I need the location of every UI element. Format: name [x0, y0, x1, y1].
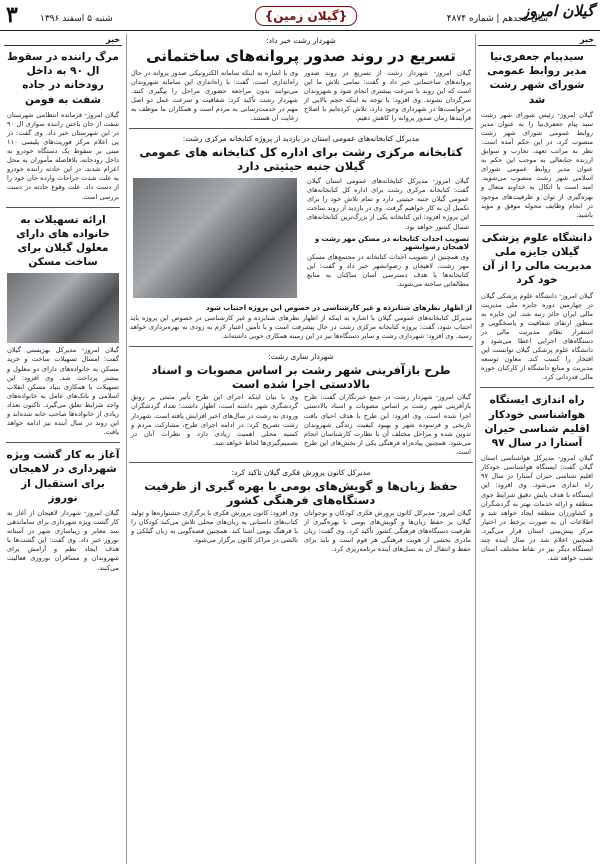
article-headline[interactable]: حفظ زبان‌ها و گویش‌های بومی با بهره گیری از ظرفیت دستگاه‌های فرهنگی کشور	[144, 479, 458, 507]
article-body: گیلان امروز- مدیرکل کتابخانه‌های عمومی استان گیلان گفت: کتابخانه مرکزی رشت برای اداره کل کتابخانه‌های عمومی گیلان جنبه حیثیتی دارد و تمام تلاش خود را برای تکمیل آن به کار خواهیم گرفت. وی در بازدید از روند ساخت این پروژه افزود: این کتابخانه یکی از بزرگ‌ترین کتابخانه‌های شمال کشور خواهد بود.	[307, 177, 469, 231]
page-number: ۳	[6, 2, 18, 28]
issue-date: شنبه ۵ اسفند ۱۳۹۶	[40, 14, 113, 24]
article-body: گیلان امروز- مدیرکل کانون پرورش فکری کودکان و نوجوانان گیلان بر حفظ زبان‌ها و گویش‌های بومی با بهره‌گیری از ظرفیت دستگاه‌های فرهنگی کشور تأکید کرد. وی گفت: زبان مادری بخشی از هویت فرهنگی هر قوم است و باید برای حفظ و انتقال آن به نسل‌های آینده برنامه‌ریزی کرد.	[304, 509, 471, 554]
article-body-columns	[131, 393, 471, 457]
article-body: گیلان امروز- شهردار رشت از تسریع در روند صدور پروانه‌های ساختمانی خبر داد و گفت: تمامی تلاش ما این است که این روند با سرعت بیشتری انجام شود و شهروندان سرگردان نشوند. وی افزود: با توجه به اینکه حجم بالایی از درخواست‌ها در شهرداری وجود دارد، تلاش کرده‌ایم با اصلاح فرآیندها زمان صدور پروانه را کاهش دهیم.	[304, 68, 471, 122]
page-header	[0, 0, 600, 31]
article-body: گیلان امروز- شهردار رشت در جمع خبرنگاران گفت: طرح بازآفرینی شهر رشت بر اساس مصوبات و اسناد بالادستی اجرا شده است. وی افزود: این طرح با هدف احیای بافت تاریخی و فرسوده شهر و بهبود کیفیت زندگی شهروندان تدوین شده و مراحل مختلف آن با نظارت کارشناسان انجام می‌شود. همچنین پیاده‌راه فرهنگی یکی از بخش‌های این طرح است.	[304, 393, 471, 456]
article-kicker: شهردار ساری رشت:	[268, 352, 334, 362]
divider	[6, 442, 120, 443]
photo-caption-heading: از اظهار نظرهای شتابزده و غیر کارشناسی در خصوص این پروژه اجتناب شود	[205, 304, 472, 313]
article-headline[interactable]: مرگ راننده در سقوط ال ۹۰ به داخل رودخانه در جاده شفت به فومن	[7, 51, 119, 106]
divider	[129, 346, 473, 347]
article-body: گیلان امروز- دانشگاه علوم پزشکی گیلان در چهارمین دوره جایزه ملی مدیریت مالی ایران حائز رتبه شد. این جایزه به منظور ارتقای شفافیت و پاسخگویی و استقرار نظام مدیریت مالی در دستگاه‌های اجرایی اعطا می‌شود و دانشگاه علوم پزشکی گیلان توانست این افتخار را کسب کند. معاون توسعه مدیریت و منابع دانشگاه از کارکنان حوزه مالی قدردانی کرد.	[481, 291, 593, 382]
article-headline[interactable]: آغاز به کار گشت ویژه شهرداری در لاهیجان برای استقبال از نوروز	[6, 449, 120, 504]
right-column	[478, 34, 596, 864]
article-headline[interactable]: راه اندازی ایستگاه هواشناسی خودکار اقلیم شناسی حیران آستارا در سال ۹۷	[484, 394, 590, 449]
divider	[480, 387, 594, 388]
left-column	[4, 34, 122, 864]
article-kicker: مدیرکل کانون پرورش فکری گیلان تاکید کرد:	[231, 468, 371, 477]
article-with-photo	[130, 175, 472, 301]
photo-block	[130, 175, 300, 301]
article-body: وی با بیان اینکه اجرای این طرح تأثیر مثبتی بر رونق گردشگری شهر داشته است، اظهار داشت: تعداد گردشگران ورودی به رشت در سال‌های اخیر افزایش یافته است. شهردار رشت تصریح کرد: در ادامه اجرای طرح، مشارکت مردم و کسبه محلی اهمیت زیادی دارد و نظرات آنان در تصمیم‌گیری‌ها لحاظ خواهد شد.	[131, 393, 298, 447]
article-subheading: تصویب احداث کتابخانه در مسکن مهر رشت و لاهیجان رضوانشهر	[314, 234, 469, 251]
divider	[129, 128, 473, 129]
issue-number: سال هجدهم | شماره ۴۸۷۴	[446, 14, 548, 24]
article-body-columns	[131, 509, 471, 554]
main-column	[126, 34, 476, 864]
article-body: گیلان امروز- شهردار لاهیجان از آغاز به کار گشت ویژه شهرداری برای ساماندهی سد معابر و زیباسازی شهر در آستانه نوروز خبر داد. وی گفت: این گشت‌ها با هدف ایجاد نظم و آرامش برای شهروندان و مسافران نوروزی فعالیت می‌کنند.	[7, 508, 119, 572]
article-text-block	[304, 175, 472, 301]
column-tag: خبر	[478, 34, 596, 46]
column-tag: خبر	[4, 34, 122, 46]
meeting-photo	[7, 273, 119, 343]
article-kicker: مدیرکل کتابخانه‌های عمومی استان در بازدید از پروژه کتابخانه مرکزی رشت:	[182, 134, 420, 144]
article-headline[interactable]: تسریع در روند صدور پروانه‌های ساختمانی	[146, 47, 456, 65]
article-body: مدیرکل کتابخانه‌های عمومی گیلان با اشاره به اینکه از اظهار نظرهای شتابزده و غیر کارشناسی در خصوص این پروژه باید اجتناب شود، گفت: پروژه کتابخانه مرکزی رشت در حال پیشرفت است و با تأمین اعتبار لازم به زودی به بهره‌برداری خواهد رسید. وی افزود: شهرداری رشت و سایر دستگاه‌ها نیز در این زمینه همکاری خوبی داشته‌اند.	[130, 314, 472, 341]
article-body-columns	[131, 69, 471, 124]
article-body: گیلان امروز- فرمانده انتظامی شهرستان شفت از جان باختن راننده سواری ال ۹۰ در این شهرستان خبر داد. وی گفت: در پی اعلام مرکز فوریت‌های پلیسی ۱۱۰ مبنی بر سقوط یک دستگاه خودرو به داخل رودخانه، بلافاصله مأموران به محل اعزام شدند. در این حادثه راننده خودرو به علت شدت جراحات وارده جان خود را از دست داد. علت وقوع حادثه در دست بررسی است.	[7, 110, 119, 201]
article-headline[interactable]: کتابخانه مرکزی رشت برای اداره کل کتابخانه های عمومی گیلان جنبه حیثیتی دارد	[139, 145, 463, 174]
library-visit-photo	[133, 178, 297, 298]
article-kicker: شهردار رشت خبر داد:	[266, 36, 336, 45]
section-title: {گیلان زمین}	[255, 6, 357, 26]
article-body: گیلان امروز- مدیرکل هواشناسی استان گیلان گفت: ایستگاه هواشناسی خودکار اقلیم شناسی حیران آستارا در سال ۹۷ راه اندازی می‌شود. وی افزود: این ایستگاه با هدف پایش دقیق شرایط جوی منطقه و ارائه خدمات بهتر به گردشگران و کشاورزان منطقه ایجاد خواهد شد و اطلاعات آن به صورت برخط در اختیار مرکز پیش‌بینی استان قرار می‌گیرد. همچنین اعلام شد در سال آینده چند ایستگاه دیگر نیز در نقاط مختلف استان نصب خواهد شد.	[481, 454, 593, 563]
newspaper-logo: گیلان امروز	[522, 2, 594, 20]
article-headline[interactable]: ارائه تسهیلات به خانواده های دارای معلول گیلان برای ساخت مسکن	[16, 213, 110, 269]
divider	[6, 207, 120, 208]
article-body: وی همچنین از تصویب احداث کتابخانه در مجتمع‌های مسکن مهر رشت، لاهیجان و رضوانشهر خبر داد و گفت: این کتابخانه‌ها با هدف دسترسی آسان ساکنان به منابع مطالعاتی ساخته می‌شوند.	[307, 252, 469, 288]
article-headline[interactable]: سیدپیام جعفری‌نیا مدیر روابط عمومی شورای شهر رشت شد	[487, 51, 587, 106]
article-body: گیلان امروز- مدیرکل بهزیستی گیلان گفت: امسال تسهیلات ساخت و خرید مسکن به خانواده‌های دارای دو معلول و بیشتر پرداخت شد. وی افزود: این تسهیلات با همکاری بنیاد مسکن انقلاب اسلامی و بانک‌های عامل به خانواده‌های واجد شرایط تعلق می‌گیرد. تاکنون تعداد زیادی از خانواده‌ها صاحب خانه شده‌اند و این روند در سال آینده نیز ادامه خواهد یافت.	[7, 346, 119, 437]
article-body: گیلان امروز- رئیس شورای شهر رشت سید پیام جعفری‌نیا را به عنوان مدیر روابط عمومی شورای شهر رشت منصوب کرد. در این حکم آمده است: نظر به مراتب تعهد، تجارب و سوابق ارزنده جنابعالی به موجب این حکم به عنوان مدیر روابط عمومی شورای اسلامی شهر رشت منصوب می‌شوید. امید است با اتکال به خداوند متعال و بهره‌گیری از توان و ظرفیت‌های موجود در انجام وظایف محوله موفق و مؤید باشید.	[481, 110, 593, 219]
article-headline[interactable]: طرح بازآفرینی شهر رشت بر اساس مصوبات و اسناد بالادستی اجرا شده است	[151, 363, 451, 392]
divider	[480, 225, 594, 226]
divider	[129, 462, 473, 463]
article-headline[interactable]: دانشگاه علوم پزشکی گیلان جایزه ملی مدیریت مالی را از آن خود کرد	[481, 231, 593, 287]
article-body: وی با اشاره به اینکه سامانه الکترونیکی صدور پروانه در حال راه‌اندازی است، گفت: با راه‌اندازی این سامانه شهروندان می‌توانند بدون مراجعه حضوری مراحل را پیگیری کنند. شهردار رشت تأکید کرد: شفافیت و سرعت عمل دو اصل مهم در خدمت‌رسانی به مردم است و همکاران ما موظف به رعایت آن هستند.	[131, 68, 298, 122]
article-body: وی افزود: کانون پرورش فکری با برگزاری جشنواره‌ها و تولید کتاب‌های داستانی به زبان‌های محلی تلاش می‌کند کودکان را با فرهنگ بومی آشنا کند. همچنین قصه‌گویی به زبان گیلکی و تالشی در مراکز کانون برگزار می‌شود.	[131, 509, 298, 545]
